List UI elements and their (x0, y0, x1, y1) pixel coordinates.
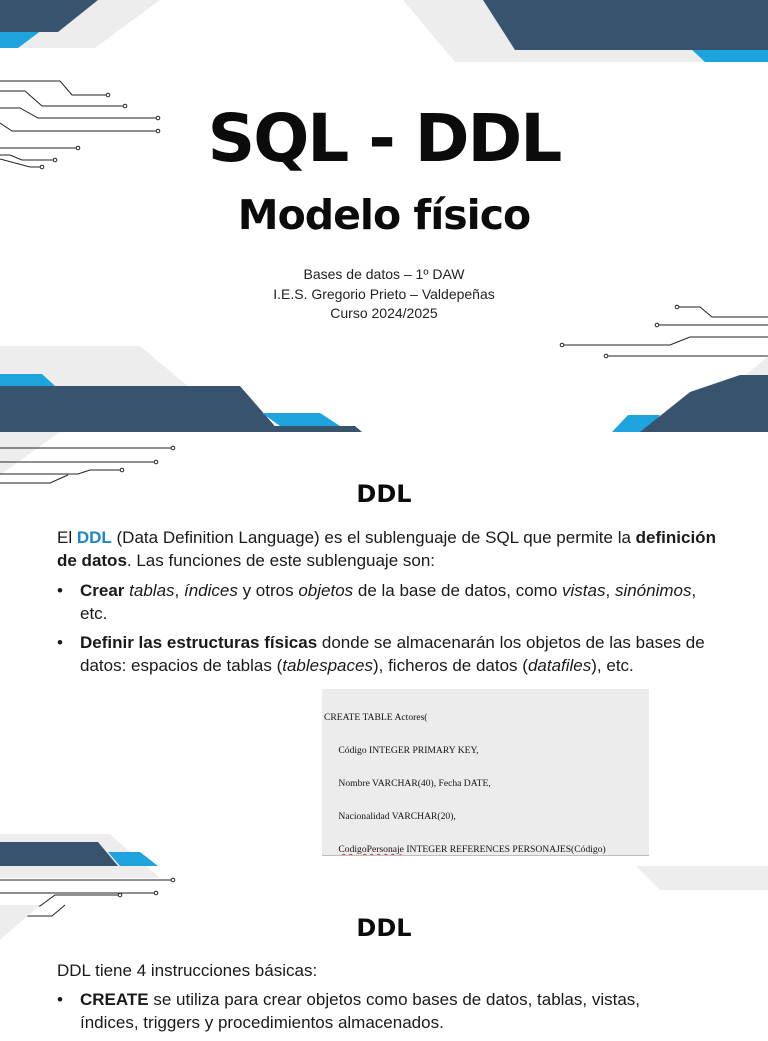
italic-term: datafiles (527, 655, 592, 675)
code-line: Código INTEGER PRIMARY KEY, (324, 745, 479, 756)
code-line: CREATE TABLE Actores( (324, 712, 428, 723)
italic-term: tablespaces (282, 655, 373, 675)
year-line: Curso 2024/2025 (330, 305, 438, 321)
course-line: Bases de datos – 1º DAW (303, 266, 465, 282)
text-span: El (57, 528, 77, 547)
list-item (57, 580, 717, 625)
school-line: I.E.S. Gregorio Prieto – Valdepeñas (273, 285, 495, 302)
sql-code-example (322, 689, 649, 856)
slide-subtitle: Modelo físico (237, 191, 531, 239)
bold-term: definición de datos (57, 528, 716, 570)
text-span: , (605, 581, 615, 600)
bold-term: CREATE (80, 990, 149, 1009)
bold-term: Crear (80, 581, 125, 600)
italic-term: objetos (298, 581, 354, 600)
functions-list (57, 580, 717, 684)
text-span: , (174, 581, 184, 600)
text-span: y otros (237, 581, 299, 600)
italic-term: índices (183, 581, 238, 600)
instructions-list (57, 989, 717, 1041)
section-heading: DDL (356, 480, 412, 508)
italic-term: vistas (562, 581, 606, 600)
list-item (57, 632, 717, 677)
bold-term: Definir las estructuras físicas (80, 633, 318, 652)
section-heading: DDL (356, 914, 412, 942)
ddl-term: DDL (76, 528, 112, 547)
intro-paragraph (57, 527, 717, 572)
intro-paragraph: DDL tiene 4 instrucciones básicas: (57, 961, 318, 980)
code-line: Nacionalidad VARCHAR(20), (324, 811, 456, 822)
text-span: de la base de datos, como (353, 581, 563, 600)
list-item (57, 989, 717, 1034)
code-identifier: CodigoPersonaje (338, 844, 404, 855)
code-line: Nombre VARCHAR(40), Fecha DATE, (324, 778, 491, 789)
italic-term: sinónimos (614, 581, 692, 600)
title-slide (0, 0, 768, 432)
code-text: INTEGER REFERENCES PERSONAJES(Código) (403, 844, 606, 855)
text-span: (Data Definition Language) es el sublenguaje de SQL que permite la (111, 528, 636, 547)
text-span: donde se almacenarán los objetos de las bases de datos: espacios de tablas ( (80, 633, 705, 675)
text-span: , etc. (80, 581, 697, 623)
ddl-definition-slide (0, 432, 768, 855)
text-span: índices, triggers y procedimientos almacenados. (80, 1012, 444, 1032)
slide-title: SQL - DDL (207, 100, 561, 177)
text-span: ), ficheros de datos ( (372, 655, 528, 675)
text-span: . Las funciones de este sublenguaje son: (126, 550, 436, 570)
text-span: ), etc. (591, 655, 634, 675)
ddl-instructions-slide (0, 834, 768, 1032)
italic-term: tablas (129, 581, 175, 600)
text-span: se utiliza para crear objetos como bases de datos, tablas, vistas, (148, 990, 641, 1009)
course-info (0, 265, 768, 324)
